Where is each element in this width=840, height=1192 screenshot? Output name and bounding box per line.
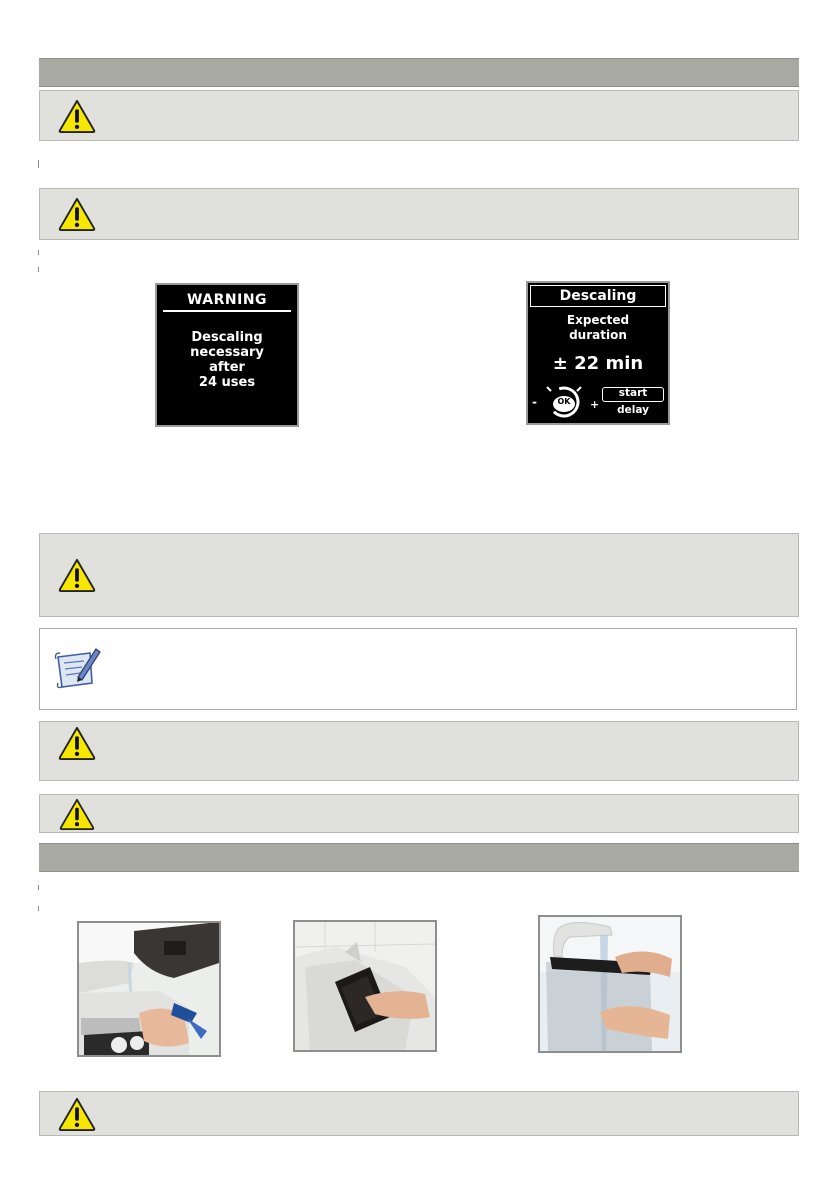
display-descaling-screen — [526, 281, 670, 425]
note-box — [39, 628, 797, 710]
plus-label: + — [590, 398, 600, 411]
photo-inserting-cartridge — [293, 920, 437, 1052]
screen-title: WARNING — [186, 292, 268, 308]
screen-title: Descaling — [559, 288, 637, 304]
warning-box-1 — [39, 90, 799, 141]
minus-label: - — [532, 395, 537, 409]
warning-icon — [58, 99, 96, 133]
note-pen-icon — [52, 643, 102, 693]
lid-pouring-illustration — [79, 923, 219, 1055]
cartridge-illustration — [295, 922, 435, 1050]
photo-rinsing-tank — [538, 915, 682, 1053]
screen-message: Descaling necessary after 24 uses — [190, 330, 264, 390]
warning-icon — [58, 726, 96, 760]
rinsing-illustration — [540, 917, 680, 1051]
warning-icon — [58, 558, 96, 592]
warning-box-2 — [39, 188, 799, 240]
text-marker — [38, 250, 39, 255]
delay-label: delay — [617, 404, 649, 416]
text-marker — [38, 160, 39, 168]
section-header-bar-top — [39, 58, 799, 87]
warning-box-6 — [39, 1091, 799, 1136]
warning-box-4 — [39, 721, 799, 781]
display-warning-screen — [155, 283, 299, 427]
photo-filling-lid — [77, 921, 221, 1057]
ok-label: OK — [557, 397, 571, 406]
start-label: start — [618, 387, 648, 399]
screen-duration: ± 22 min — [552, 353, 644, 374]
warning-icon — [58, 1097, 96, 1131]
text-marker — [38, 885, 39, 890]
text-marker — [38, 267, 39, 272]
section-header-bar-bottom — [39, 843, 799, 872]
text-marker — [38, 906, 39, 911]
warning-box-3 — [39, 533, 799, 617]
warning-icon — [59, 798, 95, 830]
warning-box-5 — [39, 794, 799, 833]
screen-subtitle: Expected duration — [566, 313, 630, 342]
warning-icon — [58, 197, 96, 231]
screen-divider — [163, 310, 291, 312]
